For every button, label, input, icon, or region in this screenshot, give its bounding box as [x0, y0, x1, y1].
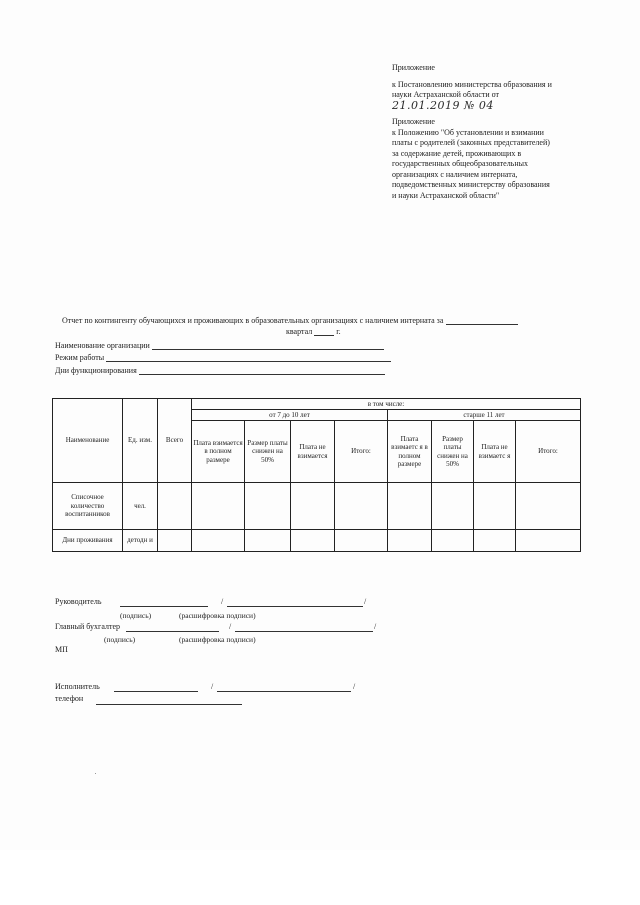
signature-caption: (подпись)	[120, 611, 152, 620]
cell-value[interactable]	[432, 530, 474, 552]
cell-value[interactable]	[335, 530, 388, 552]
header-subtotal: Итого:	[335, 421, 388, 483]
appendix-label: Приложение	[392, 63, 435, 72]
cell-value[interactable]	[291, 530, 335, 552]
year-suffix: г.	[336, 327, 341, 336]
head-signature-line[interactable]	[120, 606, 208, 607]
cell-value[interactable]	[516, 530, 581, 552]
accountant-label: Главный бухгалтер	[55, 622, 120, 631]
appendix-label: Приложение	[392, 117, 435, 126]
row-name: Списочное количество воспитанников	[53, 483, 123, 530]
cell-value[interactable]	[516, 483, 581, 530]
appendix-header	[392, 63, 592, 201]
decode-caption: (расшифровка подписи)	[179, 635, 256, 644]
cell-value[interactable]	[432, 483, 474, 530]
phone-label: телефон	[55, 694, 84, 703]
org-name-label: Наименование организации	[55, 341, 150, 350]
appendix-text-line: к Положению "Об установлении и взимании	[392, 127, 544, 137]
header-half-fee: Размер платы снижен на 50%	[432, 421, 474, 483]
year-blank[interactable]	[314, 327, 334, 336]
head-decode-line[interactable]	[227, 606, 363, 607]
cell-value[interactable]	[192, 530, 245, 552]
operating-days-blank[interactable]	[139, 366, 385, 375]
operating-days-row	[55, 366, 385, 375]
cell-total[interactable]	[158, 530, 192, 552]
row-unit: детодн и	[123, 530, 158, 552]
cell-total[interactable]	[158, 483, 192, 530]
quarter-label: квартал	[286, 327, 313, 336]
appendix-text-line: подведомственных министерству образования	[392, 180, 550, 189]
header-group-11-plus: старше 11 лет	[388, 410, 581, 421]
appendix-text-line: государственных общеобразовательных	[392, 159, 528, 168]
appendix-text-line: за содержание детей, проживающих в	[392, 148, 522, 158]
page-margin	[0, 850, 640, 905]
period-blank[interactable]	[446, 316, 518, 325]
cell-value[interactable]	[245, 530, 291, 552]
appendix-text-line: организациях с наличием интерната,	[392, 169, 518, 179]
phone-line[interactable]	[96, 704, 242, 705]
row-unit: чел.	[123, 483, 158, 530]
work-mode-blank[interactable]	[106, 353, 391, 362]
cell-value[interactable]	[335, 483, 388, 530]
work-mode-row	[55, 353, 391, 362]
slash: /	[374, 622, 377, 631]
cell-value[interactable]	[192, 483, 245, 530]
stamp-label: МП	[55, 645, 68, 654]
slash: /	[229, 622, 232, 631]
accountant-signature-line[interactable]	[126, 631, 219, 632]
decode-caption: (расшифровка подписи)	[179, 611, 256, 620]
appendix-text-line: науки Астраханской области от	[392, 90, 500, 99]
slash: /	[221, 597, 224, 606]
signature-caption: (подпись)	[104, 635, 136, 644]
org-name-row	[55, 341, 384, 350]
slash: /	[353, 682, 356, 691]
header-name: Наименование	[53, 399, 123, 483]
executor-decode-line[interactable]	[217, 691, 351, 692]
header-no-fee: Плата не взимается	[291, 421, 335, 483]
row-name: Дни проживания	[53, 530, 123, 552]
contingent-table	[52, 398, 581, 552]
cell-value[interactable]	[388, 483, 432, 530]
slash: /	[364, 597, 367, 606]
cell-value[interactable]	[291, 483, 335, 530]
header-no-fee: Плата не взимаетс я	[474, 421, 516, 483]
appendix-text-line: к Постановлению министерства образования и	[392, 79, 552, 89]
cell-value[interactable]	[474, 483, 516, 530]
scan-speck	[95, 773, 96, 774]
slash: /	[211, 682, 214, 691]
appendix-text-line: и науки Астраханской области"	[392, 190, 500, 200]
handwritten-date-number: 21.01.2019 № 04	[392, 98, 494, 112]
table-row	[53, 483, 581, 530]
header-total: Всего	[158, 399, 192, 483]
table-row	[53, 530, 581, 552]
cell-value[interactable]	[474, 530, 516, 552]
work-mode-label: Режим работы	[55, 353, 105, 362]
cell-value[interactable]	[245, 483, 291, 530]
report-title-text: Отчет по контингенту обучающихся и проживающих в образовательных организациях с наличием интерната за	[62, 316, 444, 325]
header-full-fee: Плата взимаетс я в полном размере	[388, 421, 432, 483]
executor-label: Исполнитель	[55, 682, 100, 691]
header-including: в том числе:	[192, 399, 581, 410]
appendix-text-line: платы с родителей (законных представителей)	[392, 138, 550, 147]
cell-value[interactable]	[388, 530, 432, 552]
accountant-decode-line[interactable]	[235, 631, 373, 632]
org-name-blank[interactable]	[152, 341, 384, 350]
header-unit: Ед. изм.	[123, 399, 158, 483]
head-label: Руководитель	[55, 597, 102, 606]
executor-signature-line[interactable]	[114, 691, 198, 692]
report-title	[62, 316, 518, 325]
header-group-7-10: от 7 до 10 лет	[192, 410, 388, 421]
header-subtotal: Итого:	[516, 421, 581, 483]
operating-days-label: Дни функционирования	[55, 366, 137, 375]
header-full-fee: Плата взимается в полном размере	[192, 421, 245, 483]
header-half-fee: Размер платы снижен на 50%	[245, 421, 291, 483]
quarter-line	[286, 327, 341, 336]
